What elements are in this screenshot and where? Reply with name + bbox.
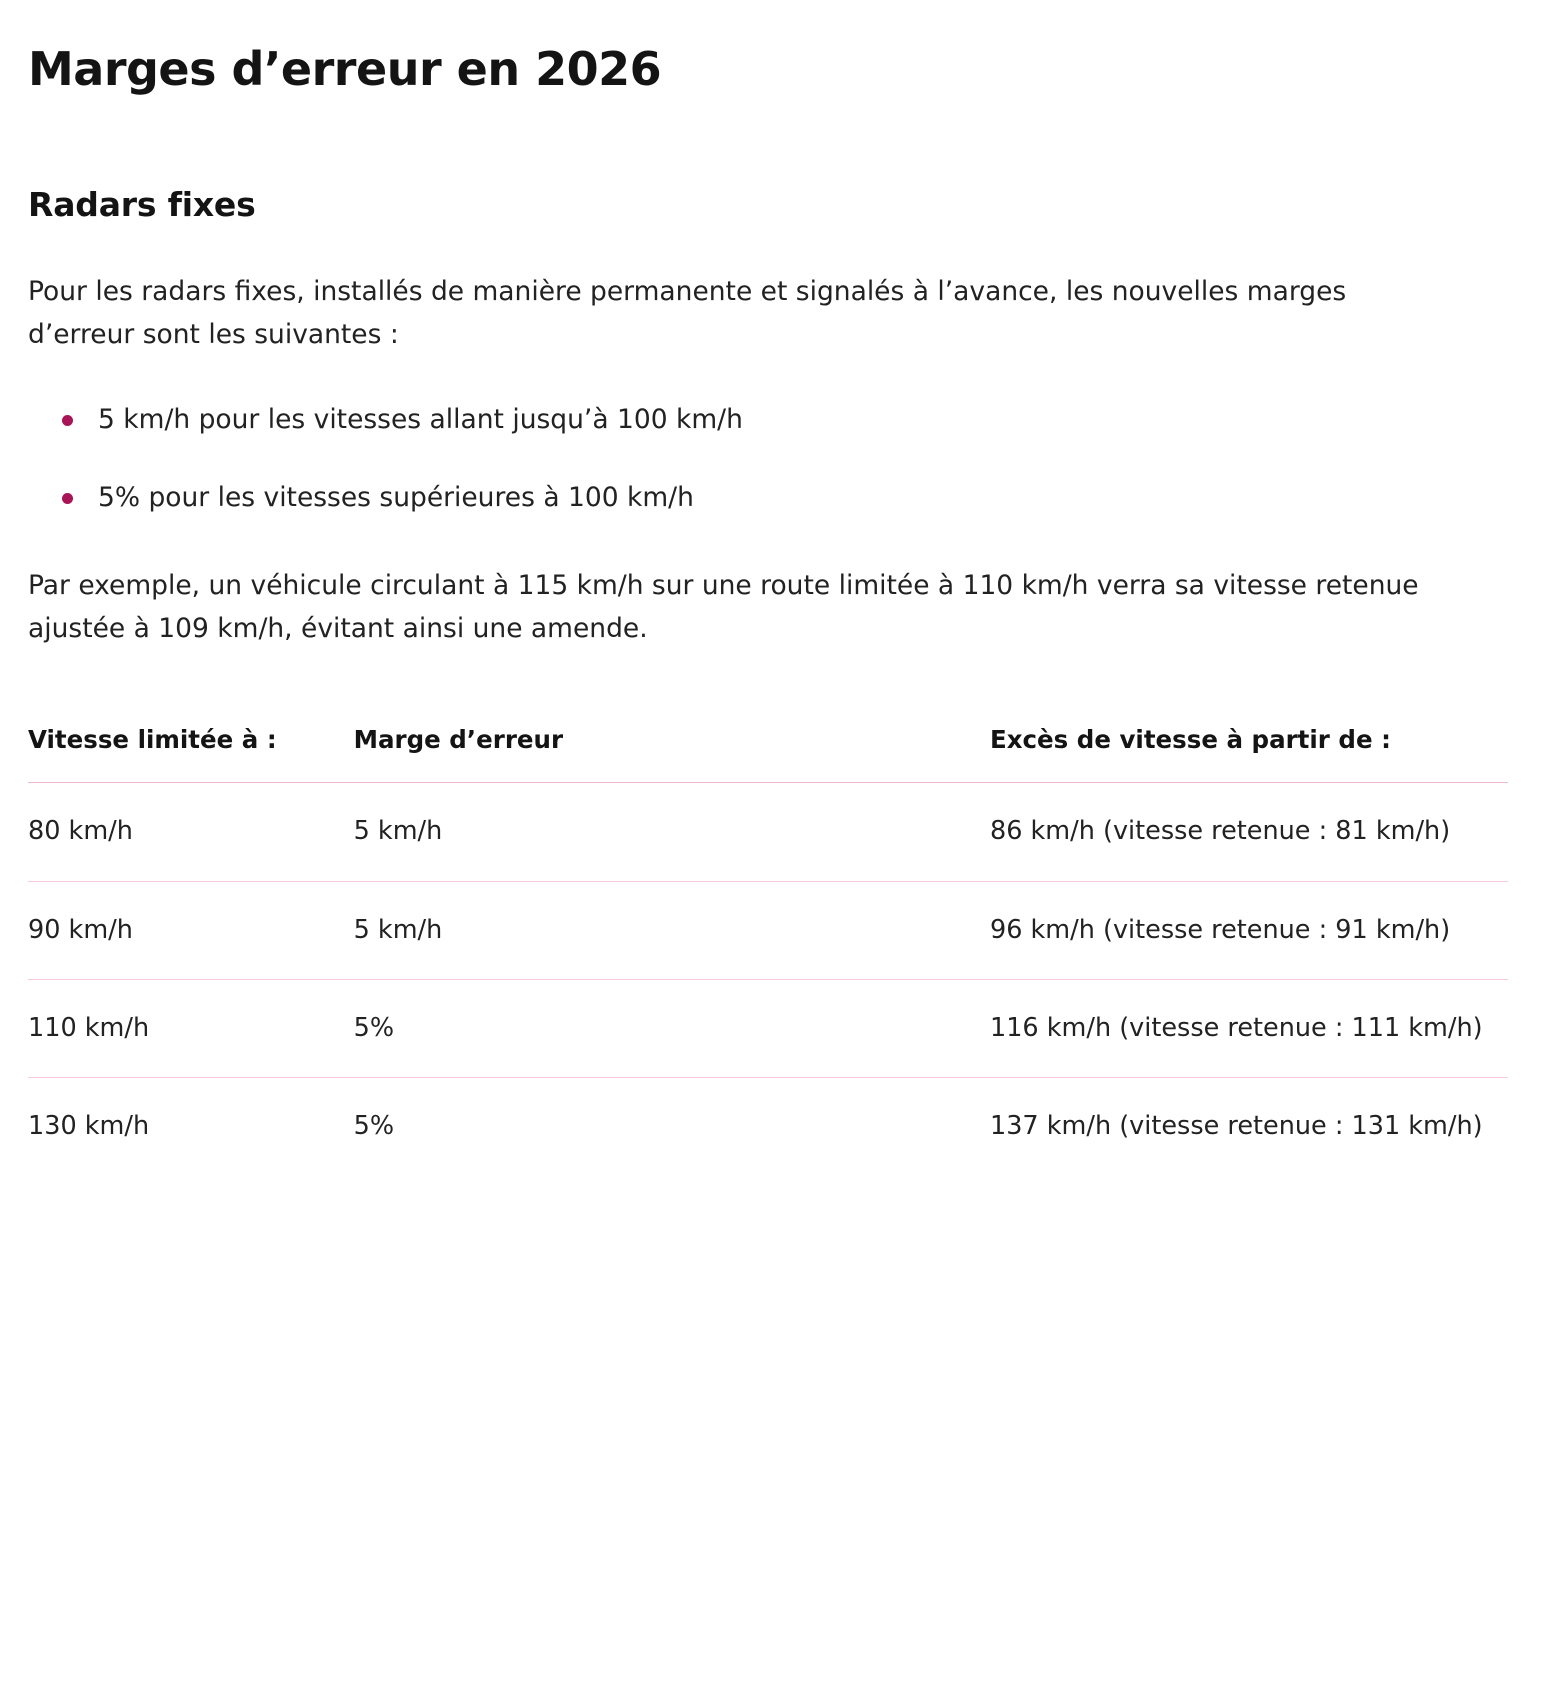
- cell-margin: 5%: [353, 1111, 395, 1142]
- table-body: [28, 783, 1508, 1176]
- cell-excess: 116 km/h (vitesse retenue : 111 km/h): [990, 979, 1508, 1077]
- cell-speed-limit: 90 km/h: [28, 881, 354, 979]
- cell-excess: 86 km/h (vitesse retenue : 81 km/h): [990, 783, 1508, 881]
- speed-margins-table: [28, 725, 1508, 1175]
- section-heading-radars-fixes: Radars fixes: [28, 185, 256, 225]
- page-title: Marges d’erreur en 2026: [28, 42, 662, 96]
- cell-speed-limit: 130 km/h: [28, 1111, 150, 1142]
- table-row: [28, 783, 1508, 881]
- margin-rules-list: [28, 399, 1508, 520]
- list-item-label: 5% pour les vitesses supérieures à 100 km/h: [98, 482, 694, 514]
- cell-speed-limit: 110 km/h: [28, 979, 354, 1077]
- cell-excess: 96 km/h (vitesse retenue : 91 km/h): [990, 881, 1508, 979]
- cell-margin: 5 km/h: [354, 783, 990, 881]
- table-row: [28, 1078, 1508, 1176]
- table-header: [28, 725, 1508, 783]
- cell-margin: 5 km/h: [354, 881, 990, 979]
- table-header-row: [28, 725, 1508, 783]
- column-header-margin: Marge d’erreur: [353, 725, 564, 755]
- cell-margin: 5%: [354, 979, 990, 1077]
- list-item: [98, 399, 1508, 441]
- bullet-dot-icon: [62, 415, 73, 426]
- table-row: [28, 881, 1508, 979]
- list-item: [98, 477, 1508, 519]
- column-header-excess: Excès de vitesse à partir de :: [989, 725, 1391, 755]
- column-header-speed-limit: Vitesse limitée à :: [28, 725, 277, 755]
- bullet-dot-icon: [62, 493, 73, 504]
- list-item-label: 5 km/h pour les vitesses allant jusqu’à 100 km/h: [98, 403, 743, 435]
- cell-speed-limit: 80 km/h: [28, 783, 354, 881]
- intro-paragraph: Pour les radars fixes, installés de manière permanente et signalés à l’avance, les nouvelles marges d’erreur sont les suivantes :: [28, 275, 1347, 350]
- example-paragraph: Par exemple, un véhicule circulant à 115 km/h sur une route limitée à 110 km/h verra sa vitesse retenue ajustée à 109 km/h, évitant ainsi une amende.: [28, 570, 1419, 645]
- table-row: [28, 979, 1508, 1077]
- cell-excess: 137 km/h (vitesse retenue : 131 km/h): [989, 1111, 1483, 1142]
